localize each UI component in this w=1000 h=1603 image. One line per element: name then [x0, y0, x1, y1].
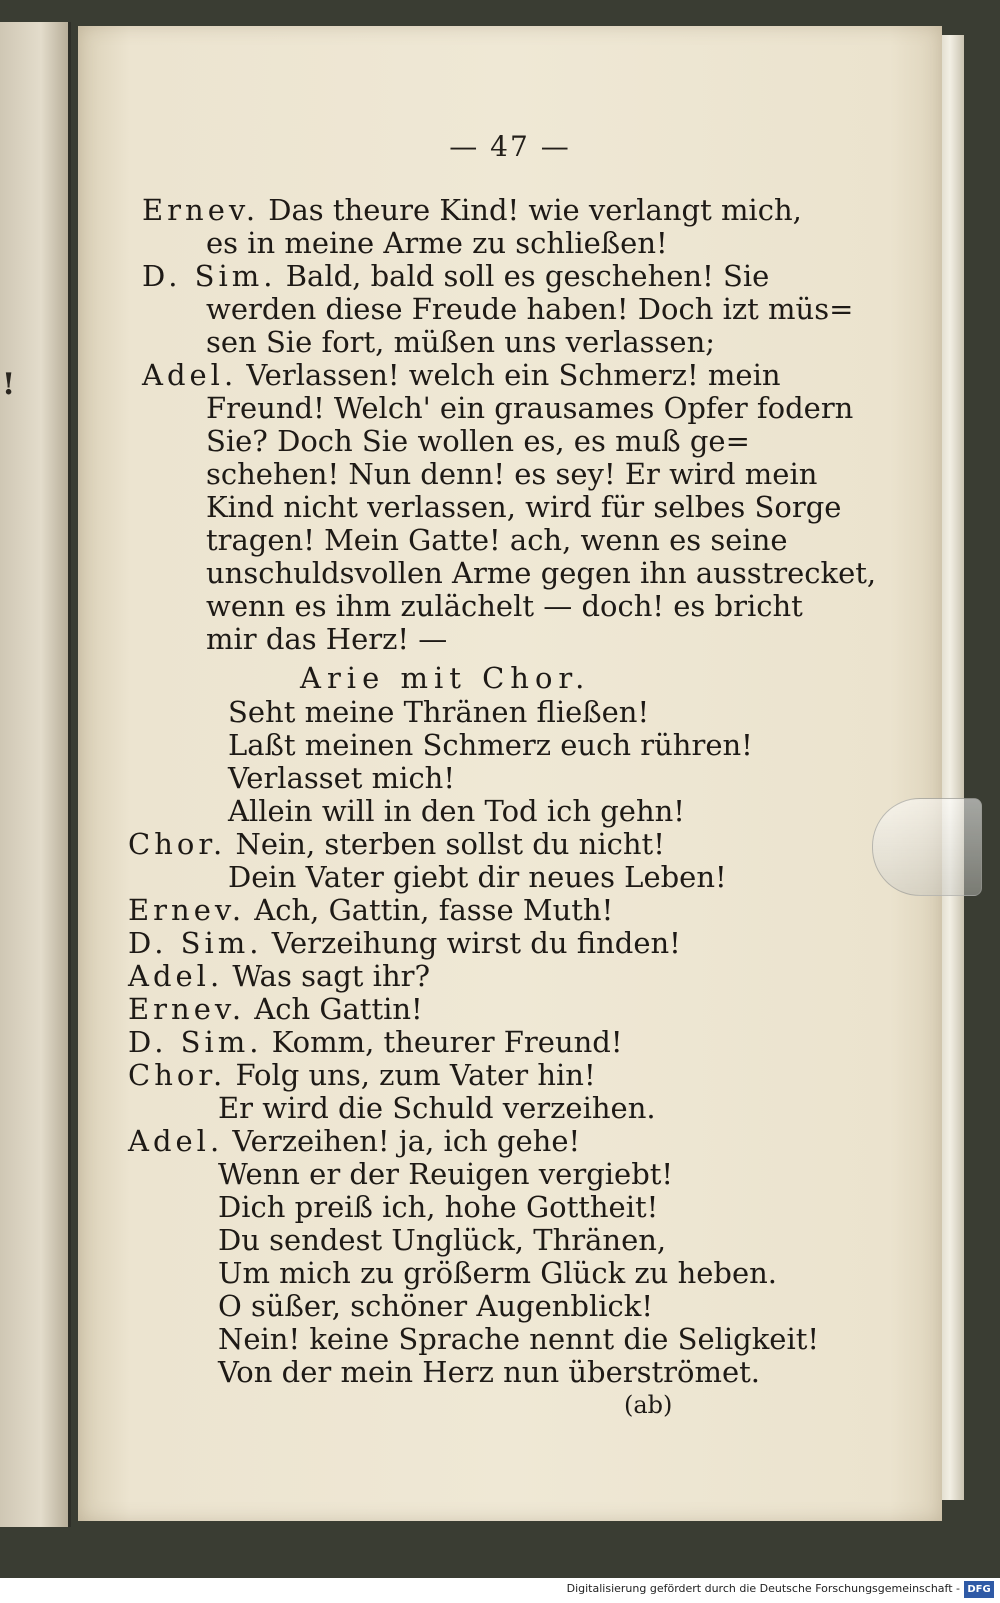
text-line	[228, 696, 649, 729]
book-page	[78, 26, 942, 1521]
line-text: Allein will in den Tod ich gehn!	[228, 794, 685, 828]
text-line	[218, 1323, 819, 1356]
line-text: mir das Herz! —	[206, 622, 448, 656]
line-text: Um mich zu größerm Glück zu heben.	[218, 1256, 778, 1290]
line-text: Nein, sterben sollst du nicht!	[235, 827, 665, 861]
speaker-name: Ernev.	[128, 992, 246, 1026]
text-line	[206, 458, 817, 491]
page-number: — 47 —	[449, 130, 571, 163]
text-line	[228, 729, 753, 762]
line-text: es in meine Arme zu schließen!	[206, 226, 668, 260]
speaker-name: D. Sim.	[128, 1025, 263, 1059]
text-line	[128, 960, 430, 993]
line-text: Ach Gattin!	[254, 992, 423, 1026]
text-line	[206, 227, 668, 260]
text-line	[128, 1059, 596, 1092]
line-text: Seht meine Thränen fließen!	[228, 695, 650, 729]
text-line	[218, 1356, 760, 1389]
text-line	[228, 861, 727, 894]
digitization-footer	[0, 1578, 1000, 1603]
speaker-name: Ernev.	[142, 193, 260, 227]
text-line	[218, 1290, 653, 1323]
speaker-name: D. Sim.	[128, 926, 263, 960]
text-line	[206, 623, 447, 656]
line-text: Sie? Doch Sie wollen es, es muß ge=	[206, 424, 750, 458]
line-text: Ach, Gattin, fasse Muth!	[254, 893, 614, 927]
text-line	[206, 326, 715, 359]
line-text: Verlassen! welch ein Schmerz! mein	[246, 358, 781, 392]
text-line	[218, 1257, 777, 1290]
line-text: Dein Vater giebt dir neues Leben!	[228, 860, 727, 894]
funding-notice: Digitalisierung gefördert durch die Deutsche Forschungsgemeinschaft -	[566, 1582, 960, 1595]
line-text: Du sendest Unglück, Thränen,	[218, 1223, 667, 1257]
left-page-mark: !	[2, 367, 16, 402]
line-text: O süßer, schöner Augenblick!	[218, 1289, 653, 1323]
text-line	[206, 590, 803, 623]
line-text: Arie mit Chor.	[300, 661, 591, 695]
text-line	[218, 1224, 666, 1257]
line-text: Das theure Kind! wie verlangt mich,	[268, 193, 802, 227]
line-text: werden diese Freude haben! Doch izt müs=	[206, 292, 854, 326]
text-line	[206, 425, 750, 458]
text-line	[206, 293, 853, 326]
line-text: Verzeihen! ja, ich gehe!	[232, 1124, 581, 1158]
text-line	[142, 260, 769, 293]
line-text: Verzeihung wirst du finden!	[271, 926, 681, 960]
line-text: Verlasset mich!	[228, 761, 456, 795]
text-line	[206, 491, 841, 524]
text-line	[206, 392, 853, 425]
left-page-edge	[0, 22, 71, 1527]
text-line	[218, 1158, 673, 1191]
line-text: Bald, bald soll es geschehen! Sie	[285, 259, 770, 293]
line-text: Kind nicht verlassen, wird für selbes Sorge	[206, 490, 842, 524]
line-text: Nein! keine Sprache nennt die Seligkeit!	[218, 1322, 820, 1356]
text-line	[128, 1125, 580, 1158]
text-line	[228, 795, 685, 828]
text-line	[128, 828, 665, 861]
line-text: sen Sie fort, müßen uns verlassen;	[206, 325, 716, 359]
text-line	[128, 927, 681, 960]
text-line	[206, 524, 788, 557]
speaker-name: Adel.	[128, 1124, 224, 1158]
line-text: Wenn er der Reuigen vergiebt!	[218, 1157, 674, 1191]
line-text: unschuldsvollen Arme gegen ihn ausstrecket,	[206, 556, 877, 590]
text-line	[206, 557, 876, 590]
speaker-name: Adel.	[128, 959, 224, 993]
speaker-name: Chor.	[128, 1058, 227, 1092]
line-text: Von der mein Herz nun überströmet.	[218, 1355, 760, 1389]
text-line	[128, 993, 423, 1026]
text-line	[142, 359, 781, 392]
page-clip	[872, 798, 982, 896]
text-line	[128, 894, 613, 927]
text-line	[228, 762, 455, 795]
section-heading	[300, 662, 590, 695]
catchword	[624, 1389, 672, 1422]
line-text: Er wird die Schuld verzeihen.	[218, 1091, 656, 1125]
line-text: tragen! Mein Gatte! ach, wenn es seine	[206, 523, 788, 557]
speaker-name: D. Sim.	[142, 259, 277, 293]
line-text: Dich preiß ich, hohe Gottheit!	[218, 1190, 659, 1224]
text-line	[218, 1092, 656, 1125]
text-line	[218, 1191, 658, 1224]
speaker-name: Ernev.	[128, 893, 246, 927]
dfg-logo: DFG	[964, 1581, 994, 1598]
speaker-name: Adel.	[142, 358, 238, 392]
line-text: Komm, theurer Freund!	[271, 1025, 623, 1059]
text-line	[128, 1026, 623, 1059]
line-text: Was sagt ihr?	[232, 959, 431, 993]
speaker-name: Chor.	[128, 827, 227, 861]
line-text: (ab)	[624, 1391, 673, 1419]
line-text: Folg uns, zum Vater hin!	[235, 1058, 596, 1092]
line-text: schehen! Nun denn! es sey! Er wird mein	[206, 457, 818, 491]
line-text: wenn es ihm zulächelt — doch! es bricht	[206, 589, 803, 623]
line-text: Freund! Welch' ein grausames Opfer fodern	[206, 391, 854, 425]
text-line	[142, 194, 802, 227]
line-text: Laßt meinen Schmerz euch rühren!	[228, 728, 753, 762]
